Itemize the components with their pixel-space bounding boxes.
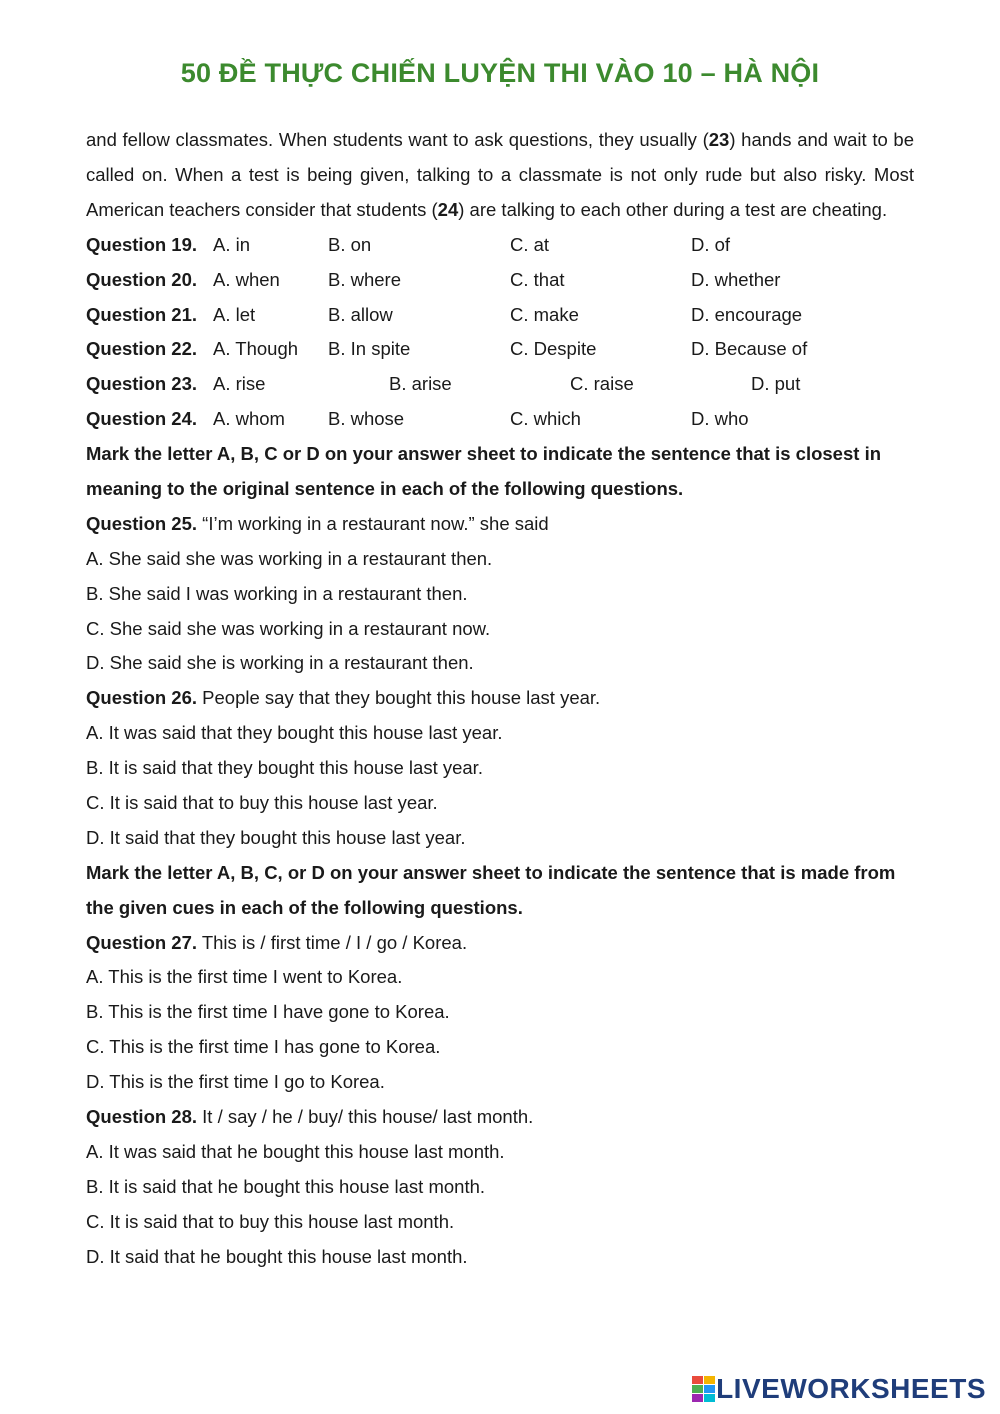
question-label: Question 20. [86, 268, 198, 290]
option-d[interactable]: D. encourage [691, 303, 803, 325]
question-label: Question 25. [86, 512, 198, 534]
answer-option[interactable]: D. It said that they bought this house last year. [86, 826, 466, 848]
option-c[interactable]: C. which [510, 408, 581, 430]
question-25-stem [86, 507, 914, 542]
question-20-row [86, 263, 914, 298]
liveworksheets-logo-icon [692, 1376, 716, 1402]
option-a[interactable]: A. let [213, 303, 256, 325]
option-a[interactable]: A. in [213, 233, 251, 255]
question-label: Question 27. [86, 931, 198, 953]
question-label: Question 28. [86, 1106, 198, 1128]
question-label: Question 24. [86, 408, 198, 430]
passage-text: ) hands and wait to be called on. When a test is being given, talking to a classmate is not only rude but also risky. Most American teachers consider that students ( [86, 129, 914, 220]
answer-option[interactable]: D. She said she is working in a restaurant then. [86, 652, 474, 674]
option-a[interactable]: A. rise [213, 373, 266, 395]
question-stem: This is / first time / I / go / Korea. [197, 931, 468, 953]
answer-option[interactable]: A. She said she was working in a restaurant then. [86, 547, 493, 569]
option-d[interactable]: D. Because of [691, 338, 808, 360]
option-b[interactable]: B. whose [328, 408, 405, 430]
option-a[interactable]: A. Though [213, 338, 299, 360]
answer-option[interactable]: C. This is the first time I has gone to Korea. [86, 1036, 441, 1058]
liveworksheets-logo [692, 1372, 986, 1406]
question-label: Question 23. [86, 373, 198, 395]
question-23-row [86, 367, 914, 402]
question-24-row [86, 402, 914, 437]
logo-text: LIVEWORKSHEETS [716, 1373, 986, 1404]
reading-passage [86, 123, 914, 228]
question-28-stem [86, 1100, 914, 1135]
option-d[interactable]: D. whether [691, 268, 781, 290]
page-title: 50 ĐỀ THỰC CHIẾN LUYỆN THI VÀO 10 – HÀ NỘI [180, 58, 820, 88]
option-d[interactable]: D. of [691, 233, 731, 255]
option-a[interactable]: A. whom [213, 408, 285, 430]
answer-option[interactable]: D. It said that he bought this house last month. [86, 1245, 468, 1267]
answer-option[interactable]: A. This is the first time I went to Korea. [86, 966, 403, 988]
question-label: Question 26. [86, 687, 198, 709]
blank-number: 23 [708, 129, 730, 150]
answer-option[interactable]: B. It is said that they bought this house last year. [86, 757, 483, 779]
question-21-row [86, 298, 914, 333]
question-22-row [86, 332, 914, 367]
option-d[interactable]: D. put [751, 373, 801, 395]
option-c[interactable]: C. raise [570, 373, 634, 395]
answer-option[interactable]: A. It was said that he bought this house last month. [86, 1140, 505, 1162]
question-stem: People say that they bought this house last year. [197, 687, 601, 709]
question-stem: It / say / he / buy/ this house/ last month. [197, 1106, 534, 1128]
question-26-stem [86, 681, 914, 716]
option-b[interactable]: B. where [328, 268, 402, 290]
option-b[interactable]: B. In spite [328, 338, 411, 360]
question-label: Question 21. [86, 303, 198, 325]
blank-number: 24 [437, 198, 459, 220]
option-c[interactable]: C. at [510, 233, 550, 255]
section-instruction: Mark the letter A, B, C, or D on your answer sheet to indicate the sentence that is made from the given cues in each of the following questions. [86, 861, 896, 918]
option-c[interactable]: C. that [510, 268, 565, 290]
option-d[interactable]: D. who [691, 408, 749, 430]
answer-option[interactable]: B. She said I was working in a restaurant then. [86, 582, 468, 604]
answer-option[interactable]: C. It is said that to buy this house last year. [86, 792, 438, 813]
question-label: Question 22. [86, 338, 198, 360]
answer-option[interactable]: B. It is said that he bought this house last month. [86, 1175, 486, 1197]
option-c[interactable]: C. Despite [510, 338, 597, 360]
passage-text: and fellow classmates. When students want to ask questions, they usually ( [86, 129, 709, 150]
passage-text: ) are talking to each other during a test are cheating. [458, 198, 888, 220]
answer-option[interactable]: B. This is the first time I have gone to Korea. [86, 1001, 450, 1023]
answer-option[interactable]: D. This is the first time I go to Korea. [86, 1071, 385, 1093]
option-b[interactable]: B. allow [328, 303, 393, 325]
answer-option[interactable]: A. It was said that they bought this house last year. [86, 722, 503, 744]
option-a[interactable]: A. when [213, 268, 280, 290]
question-19-row [86, 228, 914, 263]
answer-option[interactable]: C. It is said that to buy this house last month. [86, 1210, 455, 1232]
option-b[interactable]: B. on [328, 233, 372, 255]
question-label: Question 19. [86, 233, 198, 255]
option-b[interactable]: B. arise [389, 373, 452, 395]
question-stem: “I’m working in a restaurant now.” she said [197, 512, 549, 534]
worksheet-content [86, 123, 914, 1275]
answer-option[interactable]: C. She said she was working in a restaurant now. [86, 617, 491, 639]
question-27-stem [86, 926, 914, 961]
section-instruction: Mark the letter A, B, C or D on your answer sheet to indicate the sentence that is closest in meaning to the original sentence in each of the following questions. [86, 443, 882, 499]
option-c[interactable]: C. make [510, 303, 579, 325]
